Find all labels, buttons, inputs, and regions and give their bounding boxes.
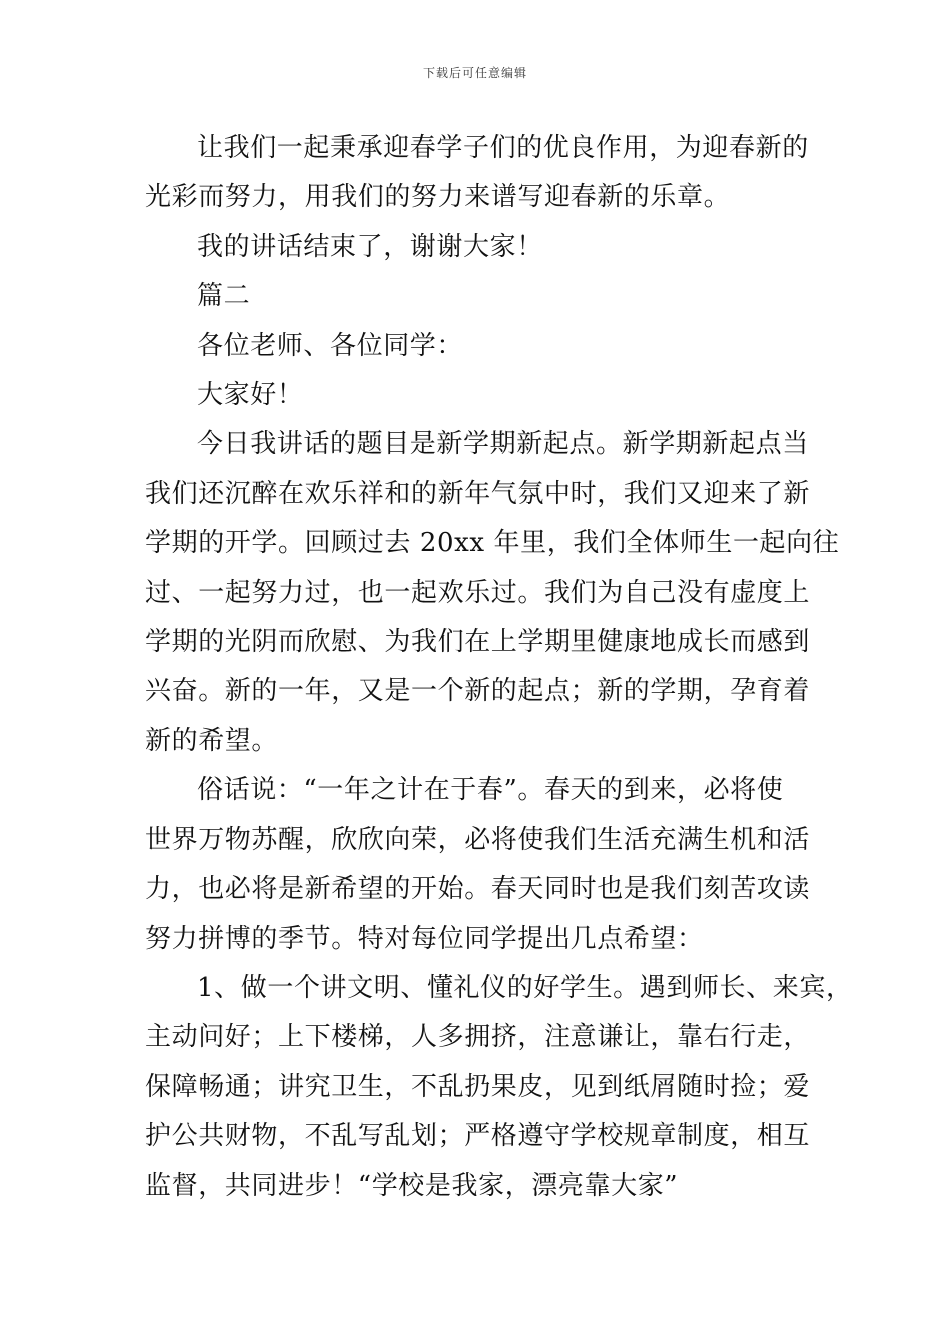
text-line: 今日我讲话的题目是新学期新起点。新学期新起点当 [197,429,809,460]
text-line: 努力拼博的季节。特对每位同学提出几点希望： [145,923,704,954]
paragraph-thanks [145,223,825,272]
text-line: 各位老师、各位同学： [197,330,464,361]
text-line: 保障畅通；讲究卫生，不乱扔果皮，见到纸屑随时捡；爱 [145,1071,811,1102]
text-line: 1、做一个讲文明、懂礼仪的好学生。遇到师长、来宾， [197,972,853,1003]
paragraph-point-one [145,964,853,1211]
text-line: 学期的开学。回顾过去 20xx 年里，我们全体师生一起向往 [145,528,840,559]
text-line: 我的讲话结束了，谢谢大家！ [197,231,543,262]
text-line: 主动问好；上下楼梯，人多拥挤，注意谦让，靠右行走， [145,1022,811,1053]
text-line: 我们还沉醉在欢乐祥和的新年气氛中时，我们又迎来了新 [145,478,811,509]
text-line: 大家好！ [197,380,304,411]
text-line: 学期的光阴而欣慰、为我们在上学期里健康地成长而感到 [145,627,811,658]
paragraph-proverb [145,766,825,964]
document-body [145,124,853,1211]
section-heading [145,272,825,321]
text-line: 护公共财物，不乱写乱划；严格遵守学校规章制度，相互 [145,1121,811,1152]
paragraph-closing-call [145,124,825,223]
paragraph-topic [145,420,840,766]
text-line: 新的希望。 [145,725,279,756]
text-line: 世界万物苏醒，欣欣向荣，必将使我们生活充满生机和活 [145,824,811,855]
paragraph-greeting [145,371,825,420]
text-line: 俗话说：“一年之计在于春”。春天的到来，必将使 [197,775,784,806]
page-header: 下载后可任意编辑 [422,66,527,80]
text-line: 监督，共同进步！“学校是我家，漂亮靠大家” [145,1170,679,1201]
text-line: 兴奋。新的一年，又是一个新的起点；新的学期，孕育着 [145,676,811,707]
text-line: 让我们一起秉承迎春学子们的优良作用，为迎春新的 [197,133,809,163]
text-line: 篇二 [197,281,251,312]
text-line: 过、一起努力过，也一起欢乐过。我们为自己没有虚度上 [145,577,811,608]
paragraph-salutation [145,322,825,371]
text-line: 光彩而努力，用我们的努力来谱写迎春新的乐章。 [145,182,731,213]
text-line: 力，也必将是新希望的开始。春天同时也是我们刻苦攻读 [145,874,811,905]
